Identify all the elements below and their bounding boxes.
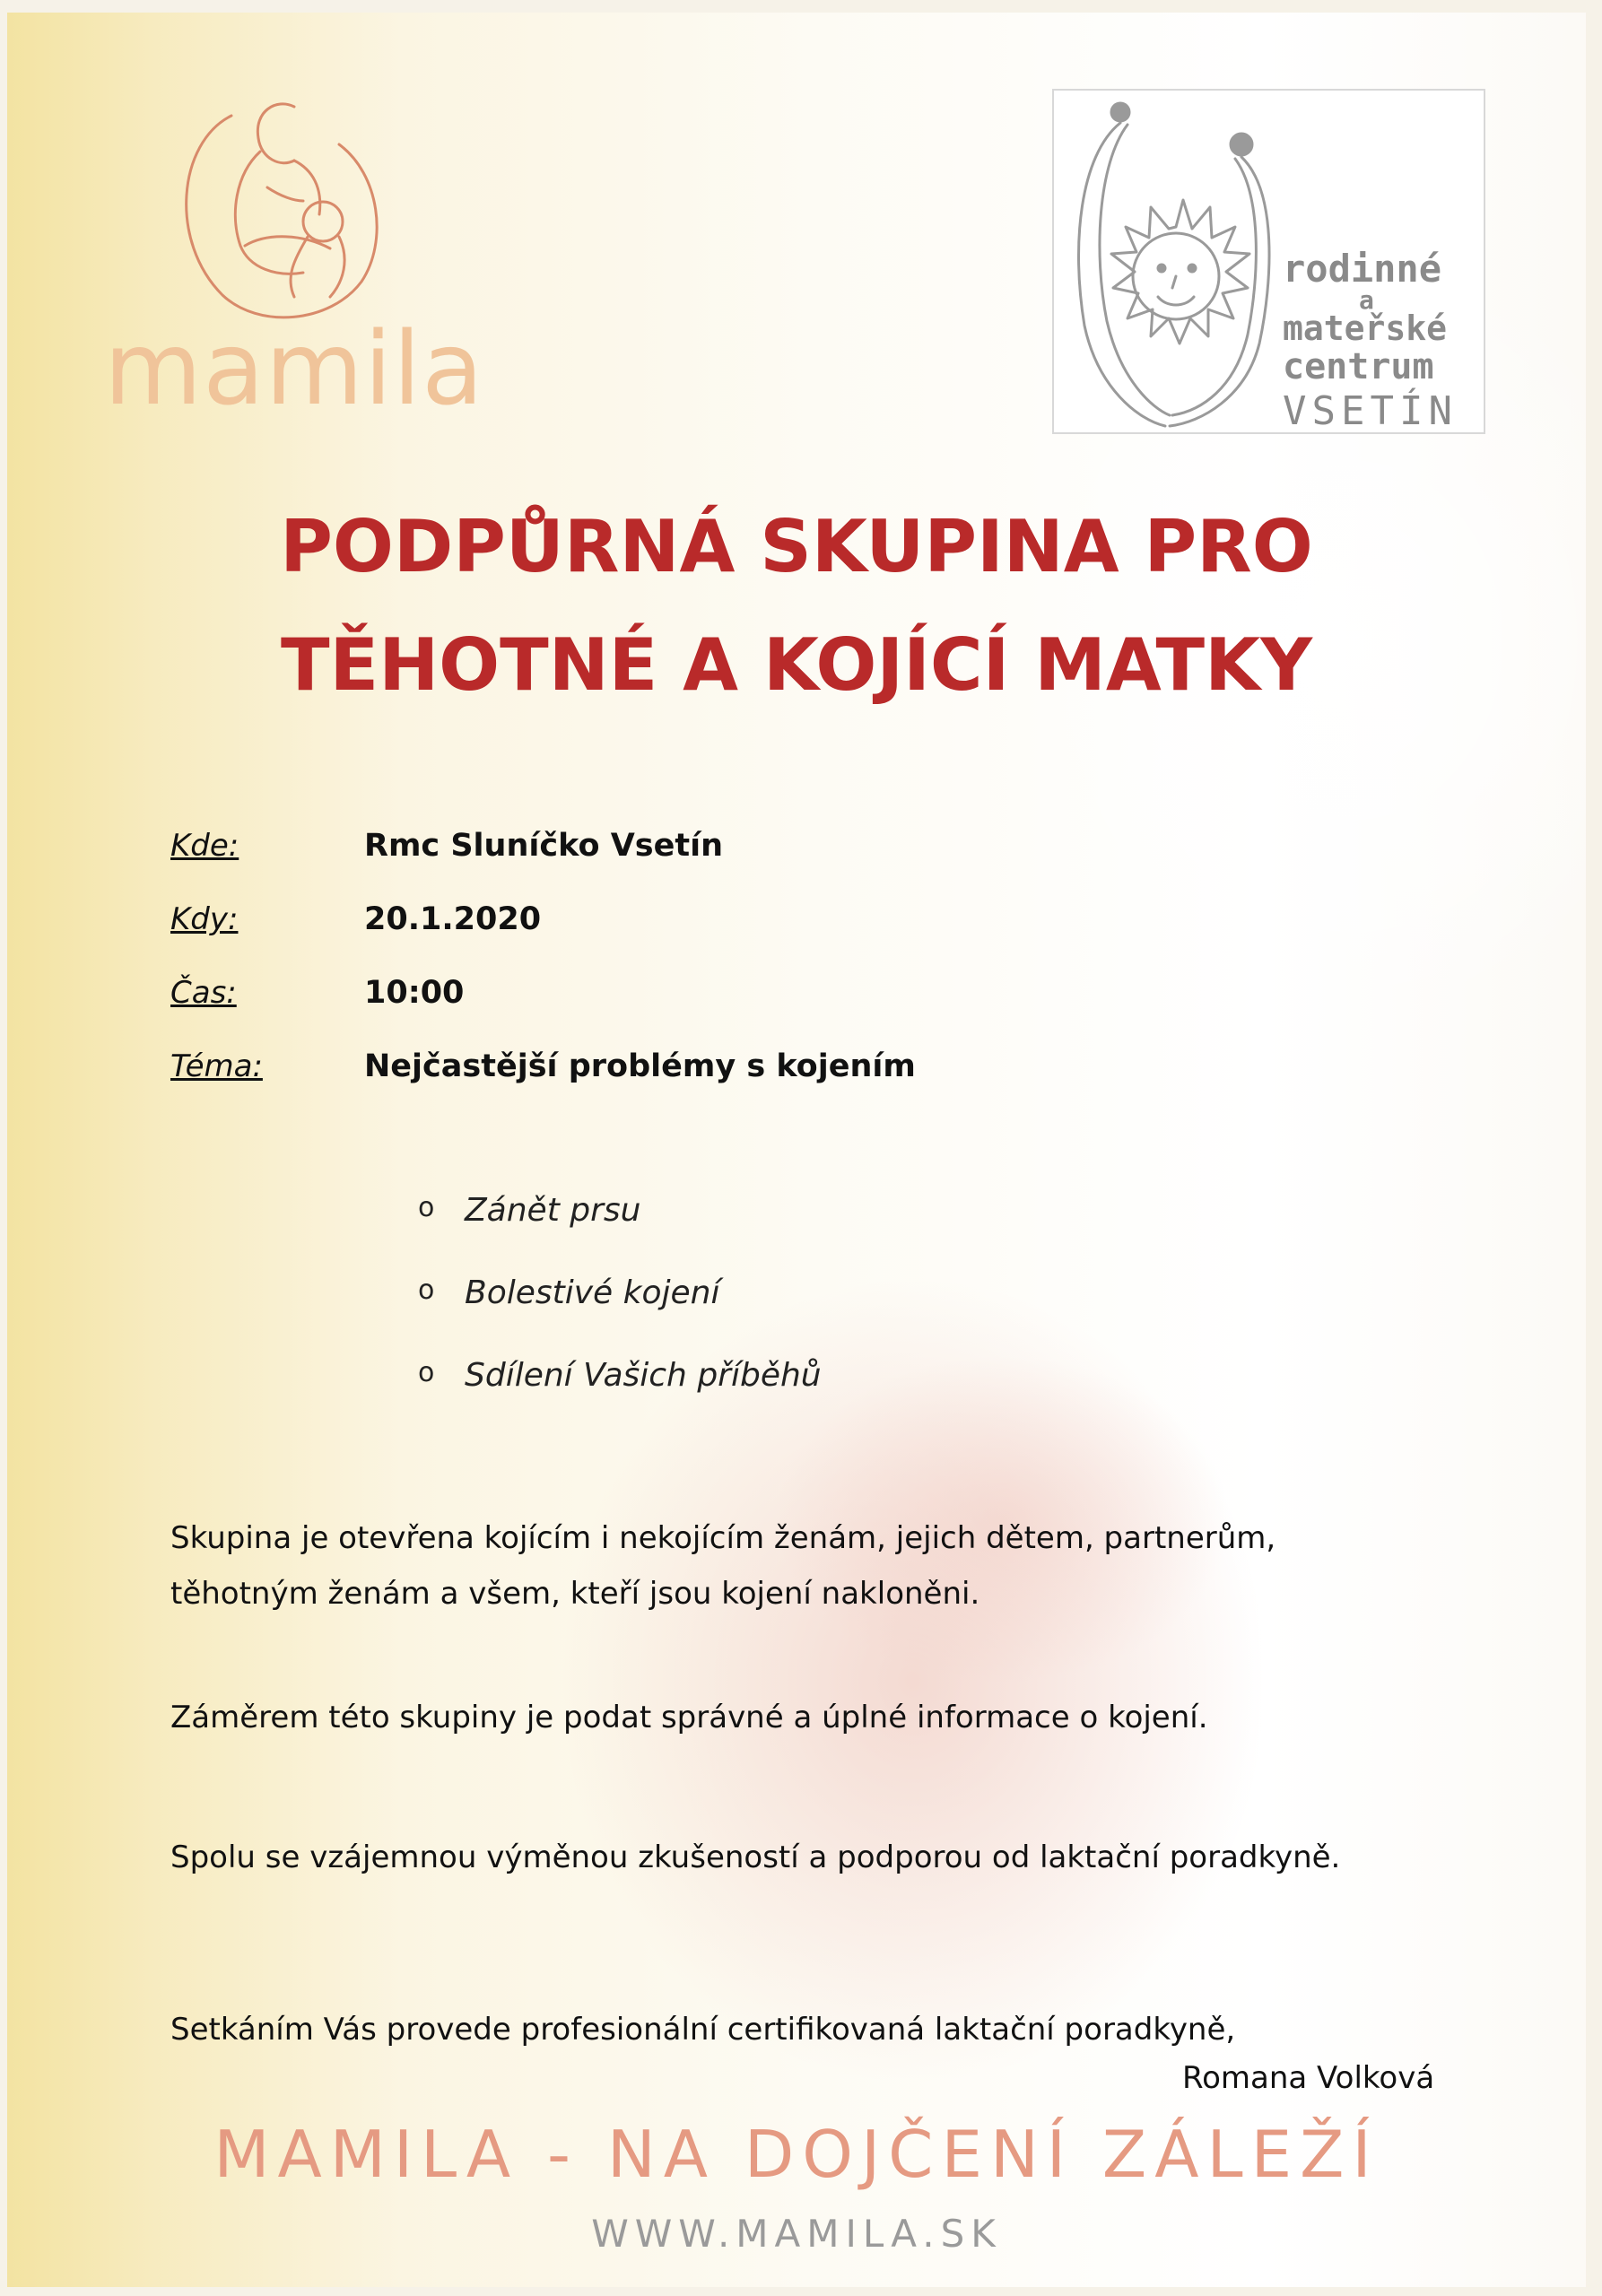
title-line-1: PODPŮRNÁ SKUPINA PRO — [280, 505, 1313, 588]
rmc-vsetin-logo — [1052, 89, 1485, 434]
poster-page — [7, 13, 1586, 2287]
bullet-marker: o — [418, 1192, 435, 1223]
bullet-item: Bolestivé kojení — [465, 1274, 720, 1311]
paragraph-open-group-line-1: Skupina je otevřena kojícím i nekojícím ženám, jejich dětem, partnerům, — [170, 1520, 1276, 1556]
paragraph-aim: Záměrem této skupiny je podat správné a úplné informace o kojení. — [170, 1700, 1208, 1735]
detail-label-time: Čas: — [170, 975, 237, 1011]
paragraph-consultant: Setkáním Vás provede profesionální certifikovaná laktační poradkyně, — [170, 2012, 1236, 2048]
detail-label-when: Kdy: — [170, 901, 239, 937]
bullet-item: Sdílení Vašich příběhů — [465, 1357, 822, 1394]
mamila-wordmark: mamila — [104, 311, 484, 428]
footer-slogan: MAMILA - NA DOJČENÍ ZÁLEŽÍ — [213, 2117, 1380, 2192]
detail-value-time: 10:00 — [364, 975, 465, 1011]
sun-family-emblem — [1058, 92, 1282, 431]
footer-website: WWW.MAMILA.SK — [591, 2212, 1002, 2256]
detail-value-where: Rmc Sluníčko Vsetín — [364, 828, 724, 864]
title-line-2: TĚHOTNÉ A KOJÍCÍ MATKY — [280, 623, 1313, 707]
bullet-item: Zánět prsu — [465, 1192, 641, 1229]
rmc-line-materske: mateřské — [1283, 309, 1448, 348]
detail-value-when: 20.1.2020 — [364, 901, 542, 937]
signature-name: Romana Volková — [1182, 2060, 1435, 2096]
detail-value-topic: Nejčastější problémy s kojením — [364, 1048, 916, 1084]
paragraph-open-group-line-2: těhotným ženám a všem, kteří jsou kojení nakloněni. — [170, 1576, 980, 1612]
paragraph-exchange: Spolu se vzájemnou výměnou zkušeností a podporou od laktační poradkyně. — [170, 1839, 1341, 1875]
bullet-marker: o — [418, 1274, 435, 1306]
bullet-marker: o — [418, 1357, 435, 1388]
rmc-line-a: a — [1359, 285, 1374, 315]
detail-label-topic: Téma: — [170, 1048, 263, 1084]
mamila-mother-child-emblem — [160, 89, 393, 349]
rmc-line-vsetin: VSETÍN — [1283, 388, 1458, 434]
detail-label-where: Kde: — [170, 828, 239, 864]
rmc-line-rodinne: rodinné — [1283, 247, 1442, 291]
rmc-line-centrum: centrum — [1283, 346, 1434, 387]
